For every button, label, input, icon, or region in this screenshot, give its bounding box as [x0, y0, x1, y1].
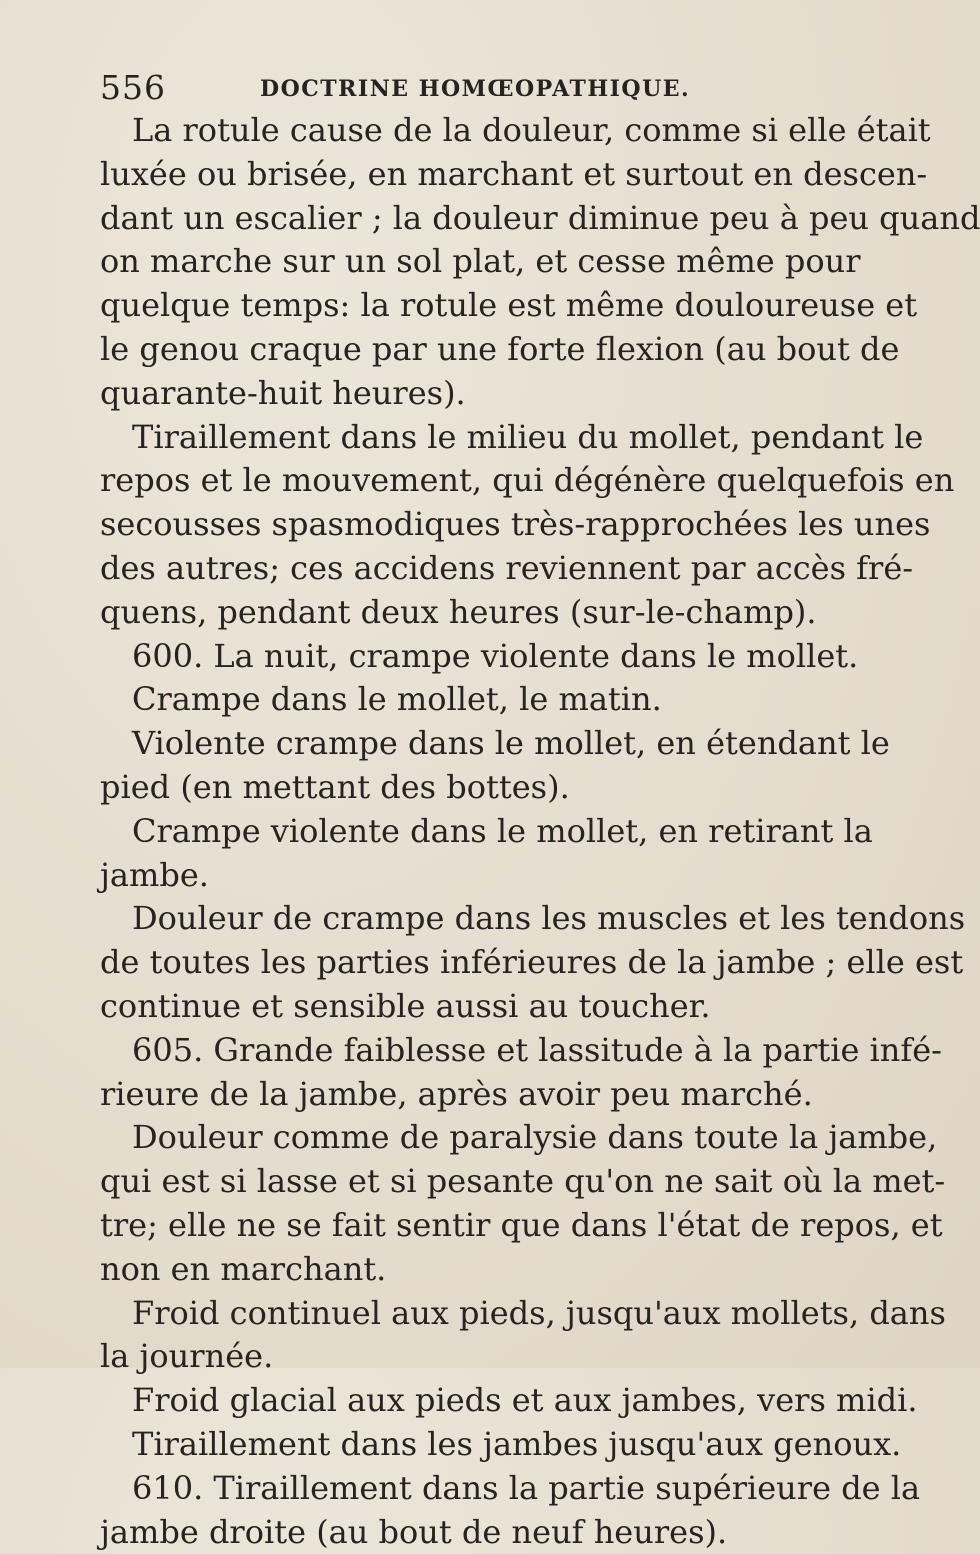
text-line: le genou craque par une forte flexion (au bout de	[100, 330, 900, 368]
text-line: Douleur de crampe dans les muscles et les tendons	[132, 899, 966, 938]
text-line: rieure de la jambe, après avoir peu marché.	[100, 1074, 813, 1113]
text-line: quarante-huit heures).	[100, 373, 466, 412]
text-line: Froid glacial aux pieds et aux jambes, vers midi.	[132, 1381, 918, 1420]
text-line: dant un escalier ; la douleur diminue peu à peu quand	[100, 198, 980, 237]
text-line: Douleur comme de paralysie dans toute la jambe,	[132, 1118, 938, 1157]
text-line: tre; elle ne se fait sentir que dans l'état de repos, et	[100, 1206, 943, 1244]
text-line: non en marchant.	[100, 1249, 387, 1288]
text-line: de toutes les parties inférieures de la jambe ; elle est	[100, 943, 964, 982]
text-line: secousses spasmodiques très-rapprochées les unes	[100, 505, 931, 544]
text-line: Violente crampe dans le mollet, en étendant le	[132, 724, 890, 763]
text-line: on marche sur un sol plat, et cesse même pour	[100, 242, 861, 281]
text-line: quelque temps: la rotule est même douloureuse et	[100, 286, 918, 325]
text-line: des autres; ces accidens reviennent par accès fré-	[100, 549, 914, 587]
text-line: repos et le mouvement, qui dégénère quelquefois en	[100, 461, 955, 500]
text-line: Crampe dans le mollet, le matin.	[132, 680, 662, 719]
text-line: Tiraillement dans les jambes jusqu'aux genoux.	[132, 1425, 902, 1463]
text-line: Tiraillement dans le milieu du mollet, pendant le	[132, 417, 924, 456]
text-line: quens, pendant deux heures (sur-le-champ).	[100, 592, 817, 631]
running-head: DOCTRINE HOMŒOPATHIQUE.	[260, 76, 691, 102]
text-line: Crampe violente dans le mollet, en retirant la	[132, 811, 873, 850]
text-line: 600. La nuit, crampe violente dans le mollet.	[132, 636, 859, 675]
text-line: 605. Grande faiblesse et lassitude à la partie infé-	[132, 1030, 942, 1069]
page-header	[100, 68, 760, 108]
text-line: luxée ou brisée, en marchant et surtout en descen-	[100, 154, 928, 193]
text-line: 610. Tiraillement dans la partie supérieure de la	[132, 1468, 921, 1507]
text-line: pied (en mettant des bottes).	[100, 768, 570, 806]
text-line: qui est si lasse et si pesante qu'on ne sait où la met-	[100, 1162, 946, 1201]
text-line: continue et sensible aussi au toucher.	[100, 987, 711, 1025]
text-line: jambe.	[100, 855, 209, 894]
text-line: Froid continuel aux pieds, jusqu'aux mollets, dans	[132, 1293, 946, 1332]
page-number: 556	[100, 68, 166, 107]
text-line: jambe droite (au bout de neuf heures).	[100, 1512, 728, 1551]
text-line: la journée.	[100, 1337, 274, 1376]
text-line: La rotule cause de la douleur, comme si elle était	[132, 111, 931, 149]
